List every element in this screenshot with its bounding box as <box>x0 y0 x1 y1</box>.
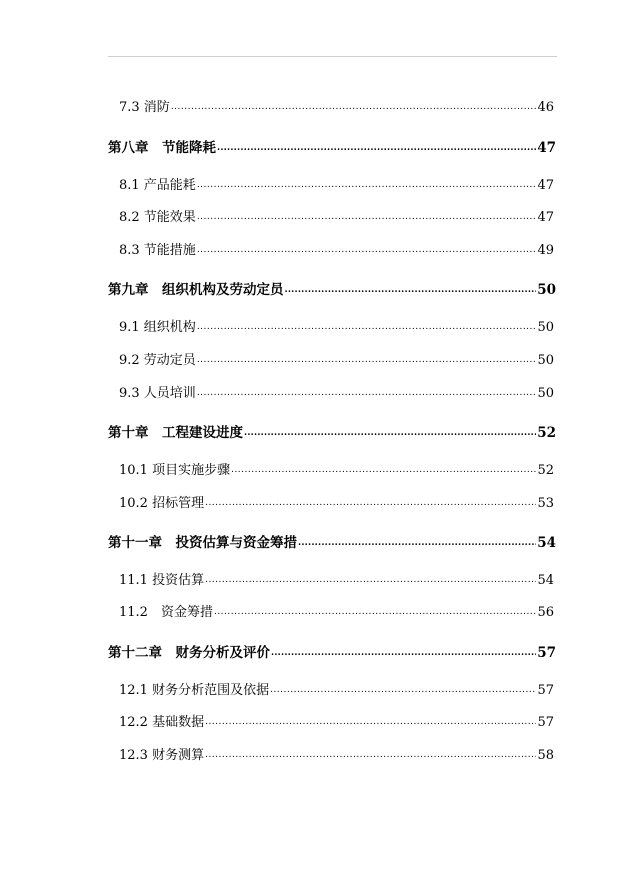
dot-leader <box>231 461 536 476</box>
toc-entry-label: 8.1 产品能耗 <box>119 178 196 193</box>
toc-entry-label: 8.2 节能效果 <box>119 210 196 225</box>
toc-entry-12-3[interactable] <box>119 744 554 763</box>
toc-entry-page: 47 <box>537 210 554 225</box>
toc-entry-page: 52 <box>537 425 556 441</box>
toc-entry-page: 46 <box>537 100 554 115</box>
toc-entry-label: 第十一章 投资估算与资金筹措 <box>108 535 297 551</box>
toc-entry-label: 9.3 人员培训 <box>119 386 196 401</box>
dot-leader <box>197 384 537 399</box>
toc-entry-page: 54 <box>537 573 554 588</box>
dot-leader <box>205 713 536 728</box>
toc-entry-page: 50 <box>537 353 554 368</box>
toc-entry-label: 8.3 节能措施 <box>119 243 196 258</box>
dot-leader <box>285 280 537 296</box>
dot-leader <box>244 423 536 439</box>
toc-chapter-8[interactable] <box>108 136 556 156</box>
dot-leader <box>214 603 537 618</box>
toc-entry-9-2[interactable] <box>119 349 554 368</box>
dot-leader <box>271 643 536 659</box>
dot-leader <box>205 571 536 586</box>
toc-entry-10-2[interactable] <box>119 492 554 511</box>
toc-entry-7-3[interactable] <box>119 96 554 115</box>
dot-leader <box>298 533 536 549</box>
toc-entry-page: 57 <box>537 715 554 730</box>
toc-entry-page: 57 <box>537 645 556 661</box>
toc-entry-page: 57 <box>537 683 554 698</box>
toc-entry-page: 47 <box>537 140 556 156</box>
toc-entry-page: 47 <box>537 178 554 193</box>
toc-entry-label: 11.1 投资估算 <box>119 573 205 588</box>
toc-entry-label: 9.1 组织机构 <box>119 320 196 335</box>
toc-entry-label: 第十章 工程建设进度 <box>108 425 243 441</box>
toc-entry-12-2[interactable] <box>119 711 554 730</box>
toc-entry-label: 12.3 财务测算 <box>119 748 205 763</box>
toc-entry-12-1[interactable] <box>119 679 554 698</box>
dot-leader <box>197 176 537 191</box>
toc-entry-page: 52 <box>537 463 554 478</box>
toc-entry-label: 12.2 基础数据 <box>119 715 205 730</box>
dot-leader <box>270 681 536 696</box>
toc-entry-page: 58 <box>537 748 554 763</box>
toc-entry-page: 50 <box>537 386 554 401</box>
toc-entry-page: 56 <box>537 605 554 620</box>
toc-entry-9-1[interactable] <box>119 316 554 335</box>
toc-entry-label: 7.3 消防 <box>119 100 170 115</box>
toc-chapter-10[interactable] <box>108 421 556 441</box>
toc-entry-page: 53 <box>537 496 554 511</box>
dot-leader <box>205 746 536 761</box>
toc-entry-label: 10.2 招标管理 <box>119 496 205 511</box>
toc-entry-page: 50 <box>537 282 556 298</box>
toc-chapter-11[interactable] <box>108 531 556 551</box>
dot-leader <box>217 138 536 154</box>
toc-entry-label: 11.2 资金筹措 <box>119 605 213 620</box>
dot-leader <box>171 98 537 113</box>
toc-entry-label: 9.2 劳动定员 <box>119 353 196 368</box>
dot-leader <box>197 351 537 366</box>
dot-leader <box>197 318 537 333</box>
toc-entry-10-1[interactable] <box>119 459 554 478</box>
header-rule <box>108 56 557 57</box>
toc-entry-label: 第十二章 财务分析及评价 <box>108 645 270 661</box>
toc-entry-9-3[interactable] <box>119 382 554 401</box>
toc-entry-page: 49 <box>537 243 554 258</box>
toc-entry-label: 第八章 节能降耗 <box>108 140 216 156</box>
dot-leader <box>197 208 537 223</box>
dot-leader <box>197 241 537 256</box>
toc-chapter-9[interactable] <box>108 278 556 298</box>
toc-entry-8-3[interactable] <box>119 239 554 258</box>
toc-entry-label: 10.1 项目实施步骤 <box>119 463 231 478</box>
toc-entry-page: 50 <box>537 320 554 335</box>
toc-chapter-12[interactable] <box>108 641 556 661</box>
toc-entry-11-2[interactable] <box>119 601 554 620</box>
dot-leader <box>205 494 536 509</box>
toc-entry-8-1[interactable] <box>119 174 554 193</box>
toc-entry-11-1[interactable] <box>119 569 554 588</box>
toc-entry-label: 第九章 组织机构及劳动定员 <box>108 282 284 298</box>
toc-entry-label: 12.1 财务分析范围及依据 <box>119 683 270 698</box>
toc-entry-page: 54 <box>537 535 556 551</box>
toc-entry-8-2[interactable] <box>119 206 554 225</box>
